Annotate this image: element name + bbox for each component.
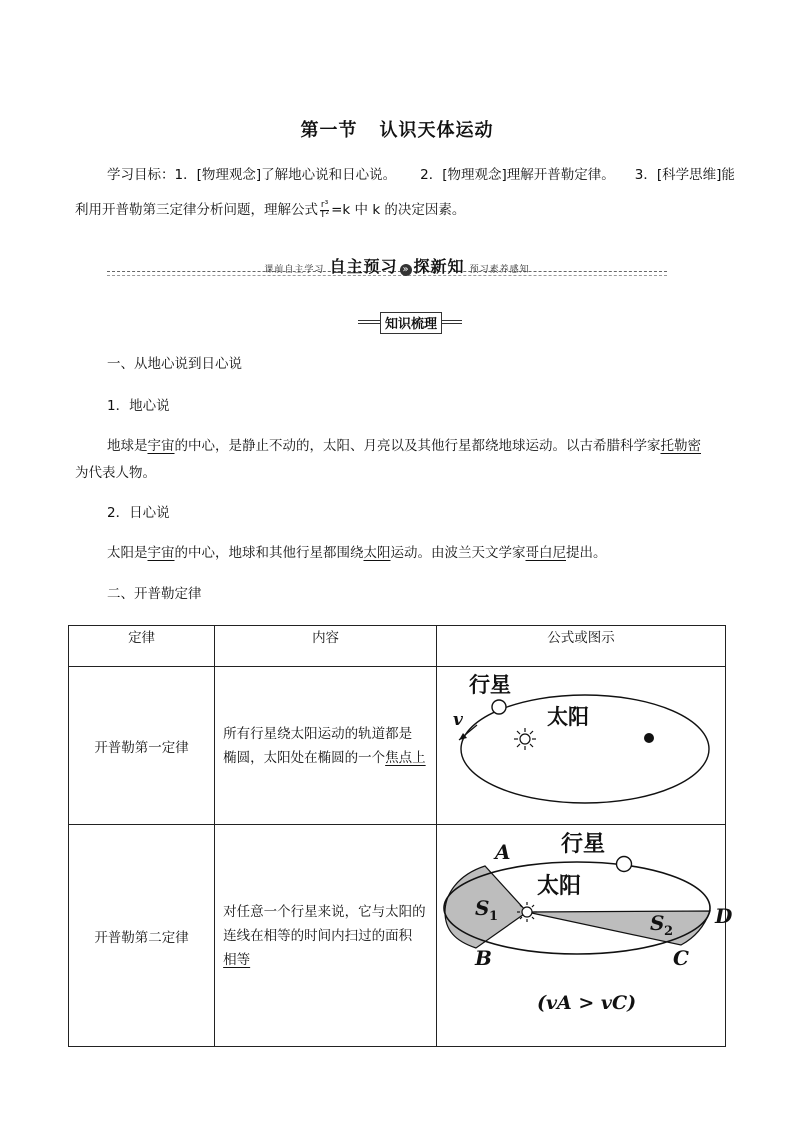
planet-icon — [492, 700, 506, 714]
focus-point — [644, 733, 654, 743]
objectives-line-2: 利用开普勒第三定律分析问题，理解公式 $\frac{\text{r³}}{\text{T²}}$ =k 中 k 的决定因素。 — [75, 199, 466, 220]
table-header-row — [69, 626, 726, 667]
sun-label: 太阳 — [536, 873, 581, 899]
law-content-second: 对任意一个行星来说，它与太阳的 连线在相等的时间内扫过的面积 相等 — [215, 825, 437, 1047]
planet-label: 行星 — [468, 672, 511, 697]
kepler-laws-table — [68, 625, 733, 1047]
header-law: 定律 — [69, 626, 215, 667]
subheading-geocentric: 1．地心说 — [107, 398, 170, 414]
velocity-condition: (vA > vC) — [536, 992, 637, 1014]
banner-arrow-icon: » — [400, 264, 412, 276]
section-title: 认识天体运动 — [379, 120, 494, 141]
area-s2-label: S — [649, 911, 665, 935]
planet-label: 行星 — [560, 831, 605, 857]
point-b-label: B — [474, 946, 492, 970]
law-name-first: 开普勒第一定律 — [69, 667, 215, 825]
sun-label: 太阳 — [546, 704, 589, 729]
subheading-heliocentric: 2．日心说 — [107, 505, 170, 521]
header-content: 内容 — [215, 626, 437, 667]
orbit-diagram-first — [437, 667, 725, 820]
table-row — [69, 667, 726, 825]
section-banner: 课前自主学习 自主预习 » 探新知 预习素养感知 — [264, 257, 530, 276]
area-s2 — [527, 911, 710, 945]
area-s1-subscript: 1 — [488, 909, 499, 924]
law-figure-second — [436, 825, 733, 1047]
law-content-first: 所有行星绕太阳运动的轨道都是 椭圆，太阳处在椭圆的一个焦点上 — [215, 667, 437, 825]
orbit-diagram-second — [437, 825, 733, 1042]
sun-icon — [514, 728, 536, 750]
area-s1-label: S — [474, 896, 490, 920]
point-a-label: A — [494, 840, 511, 864]
area-s2-subscript: 2 — [663, 924, 674, 939]
point-c-label: C — [672, 946, 689, 970]
header-formula: 公式或图示 — [436, 626, 725, 667]
formula-fraction: $\frac{\text{r³}}{\text{T²}}$ — [320, 199, 330, 220]
section-number: 第一节 — [300, 120, 358, 141]
velocity-label: v — [452, 710, 463, 730]
sun-icon — [517, 902, 537, 922]
geocentric-text-line1: 地球是宇宙的中心，是静止不动的，太阳、月亮以及其他行星都绕地球运动。以古希腊科学家托勒密 — [107, 438, 701, 454]
table-row — [69, 825, 726, 1047]
planet-icon — [616, 857, 631, 872]
objectives-line-1: 学习目标：1．[物理观念]了解地心说和日心说。 2．[物理观念]理解开普勒定律。 3．[科学思维]能 — [107, 167, 735, 183]
knowledge-tag: 知识梳理 — [358, 313, 462, 329]
law-name-second: 开普勒第二定律 — [69, 825, 215, 1047]
law-figure-first — [436, 667, 725, 825]
point-d-label: D — [714, 904, 733, 928]
page-title — [0, 116, 794, 142]
heliocentric-text: 太阳是宇宙的中心，地球和其他行星都围绕太阳运动。由波兰天文学家哥白尼提出。 — [107, 545, 607, 561]
section-heading-1: 一、从地心说到日心说 — [107, 356, 242, 372]
section-heading-2: 二、开普勒定律 — [107, 586, 202, 602]
geocentric-text-line2: 为代表人物。 — [75, 465, 156, 481]
